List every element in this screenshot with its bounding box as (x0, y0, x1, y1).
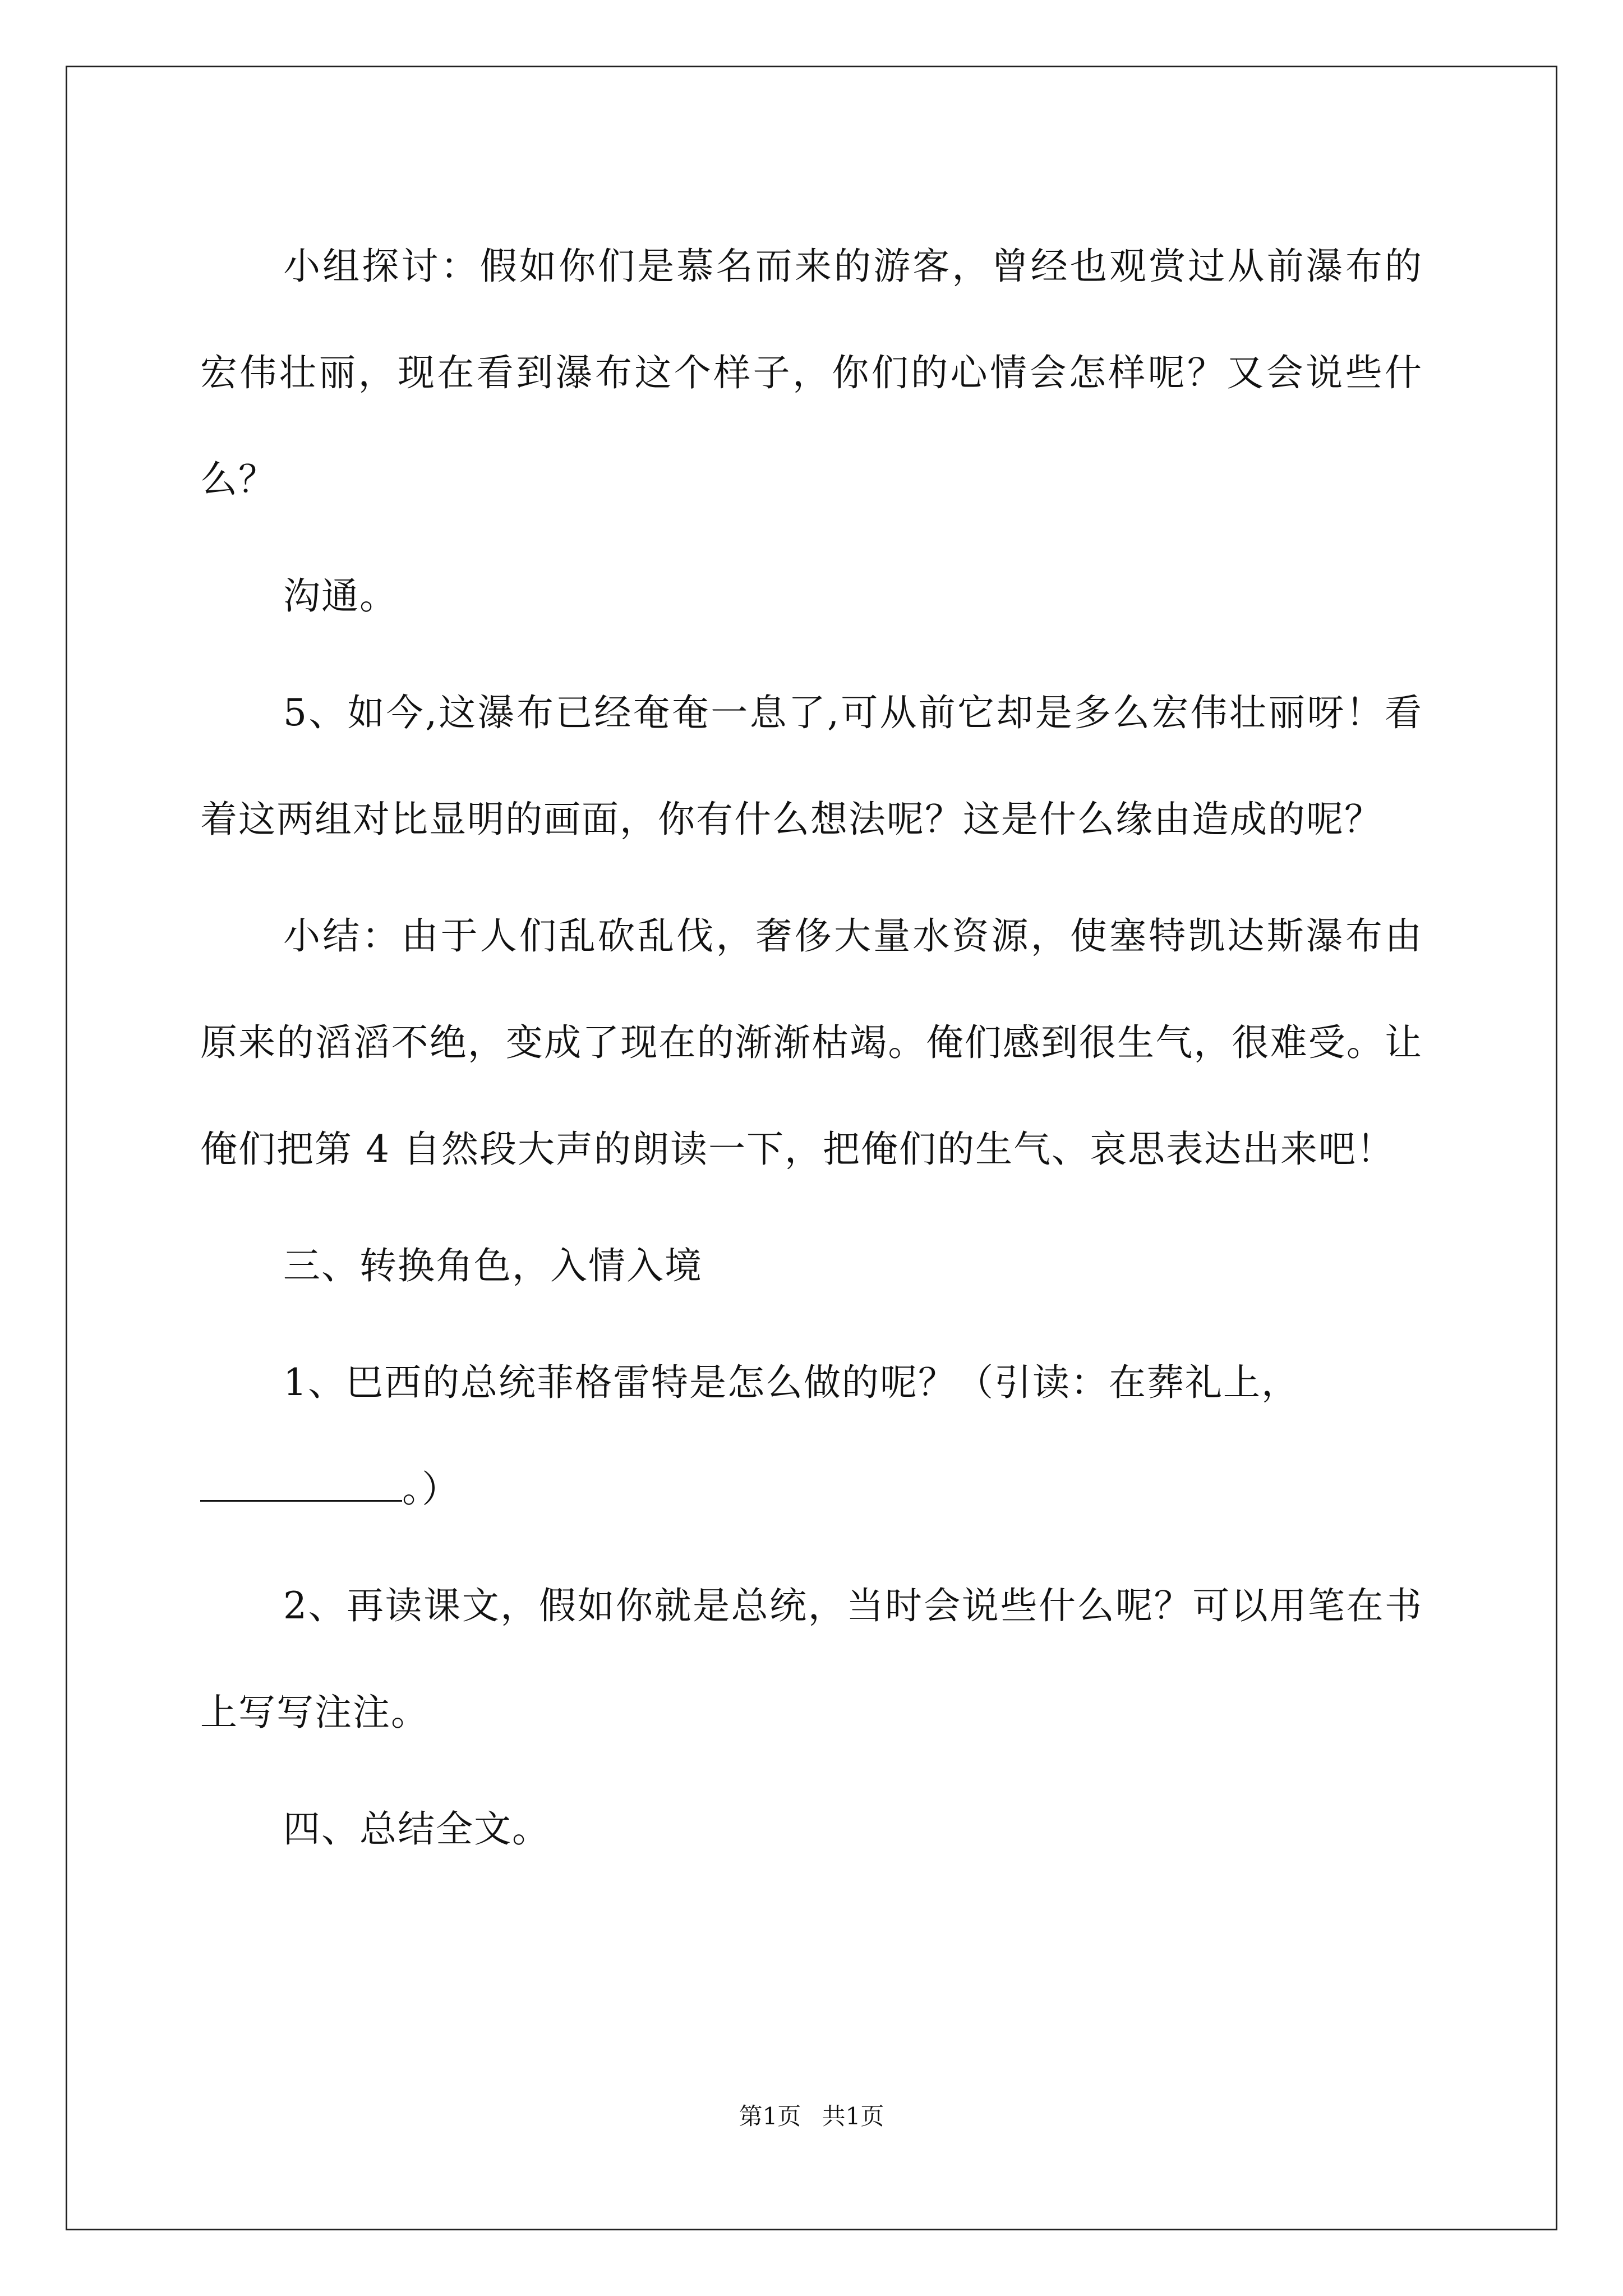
page-number: 第1页 (739, 2102, 801, 2130)
page-total: 共1页 (822, 2102, 884, 2130)
paragraph-reread: 2、再读课文，假如你就是总统，当时会说些什么呢？可以用笔在书上写写注注。 (200, 1584, 1423, 1734)
paragraph-communicate: 沟通。 (283, 574, 398, 618)
section-heading-four: 四、总结全文。 (283, 1807, 550, 1851)
paragraph-group-discussion: 小组探讨：假如你们是慕名而来的游客，曾经也观赏过从前瀑布的宏伟壮丽，现在看到瀑布这个样子，你们的心情会怎样呢？又会说些什么？ (200, 245, 1423, 501)
document-body (200, 213, 1423, 1883)
fill-blank-line (200, 1436, 1423, 1543)
blank-underline (200, 1469, 402, 1502)
paragraph-president-question: 1、巴西的总统菲格雷特是怎么做的呢？（引读：在葬礼上， (283, 1361, 1299, 1404)
section-heading-three: 三、转换角色，入情入境 (283, 1244, 703, 1287)
page-footer (0, 2098, 1623, 2132)
paragraph-summary: 小结：由于人们乱砍乱伐，奢侈大量水资源，使塞特凯达斯瀑布由原来的滔滔不绝，变成了现在的渐渐枯竭。俺们感到很生气，很难受。让俺们把第 4 自然段大声的朗读一下，把俺们的生气、哀思表达出来吧！ (200, 914, 1423, 1171)
paragraph-waterfall-question: 5、如今,这瀑布已经奄奄一息了,可从前它却是多么宏伟壮丽呀！看着这两组对比显明的画面，你有什么想法呢？这是什么缘由造成的呢？ (200, 691, 1423, 841)
blank-tail: 。） (402, 1467, 460, 1511)
